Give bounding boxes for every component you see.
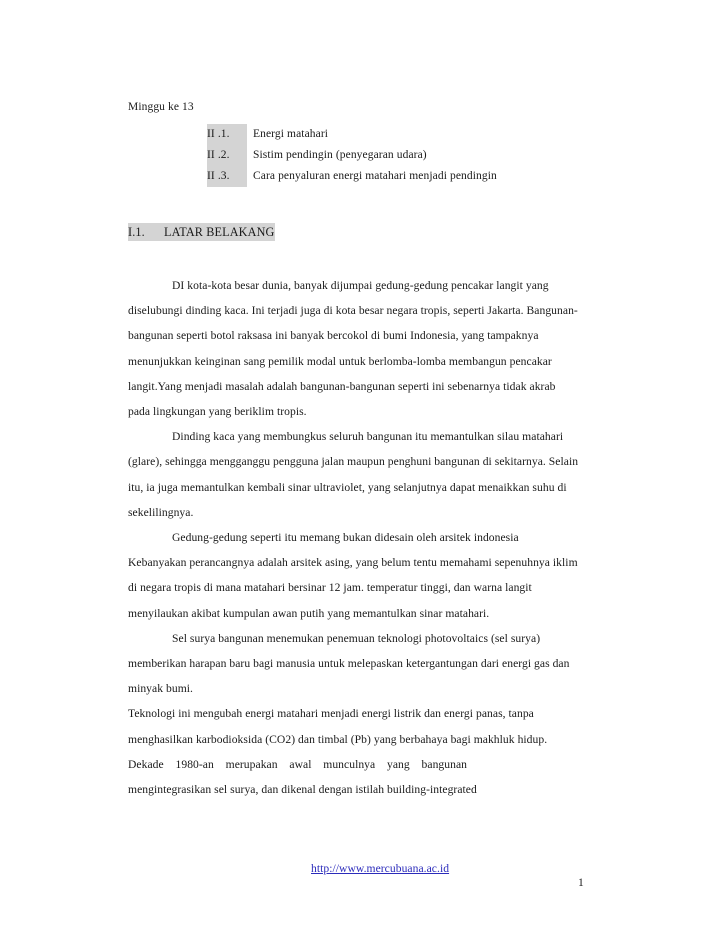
- footer-url-link[interactable]: http://www.mercubuana.ac.id: [311, 862, 450, 875]
- outline-item-number: II .3.: [207, 166, 247, 187]
- outline-item-label: Energi matahari: [253, 128, 329, 140]
- outline-list: [128, 124, 580, 187]
- outline-item: [128, 124, 580, 145]
- outline-item-label: Cara penyaluran energi matahari menjadi pendingin: [253, 170, 497, 182]
- body-paragraph: Teknologi ini mengubah energi matahari menjadi energi listrik dan energi panas, tanpa menghasilkan karbodioksida (CO2) dan timbal (Pb) yang berbahaya bagi makhluk hidup.: [128, 707, 548, 746]
- document-content: [128, 99, 580, 802]
- course-week-line: Minggu ke 13: [128, 101, 194, 113]
- outline-item-label: Sistim pendingin (penyegaran udara): [253, 149, 427, 161]
- outline-item: [128, 145, 580, 166]
- outline-item-number: II .2.: [207, 145, 247, 166]
- body-paragraph-justified-line2: mengintegrasikan sel surya, dan dikenal dengan istilah building-integrated: [128, 783, 477, 797]
- section-heading-wrapper: [128, 187, 580, 241]
- body-paragraph: Sel surya bangunan menemukan penemuan teknologi photovoltaics (sel surya) memberikan harapan baru bagi manusia untuk melepaskan ketergantungan dari energi gas dan minyak bumi.: [128, 631, 570, 696]
- outline-item-number: II .1.: [207, 124, 247, 145]
- body-paragraph: Dinding kaca yang membungkus seluruh bangunan itu memantulkan silau matahari (glare), sehingga mengganggu pengguna jalan maupun penghuni bangunan di sekitarnya. Selain itu, ia juga memantulkan kembali sinar ultraviolet, yang selanjutnya dapat menaikkan suhu di sekelilingnya.: [128, 430, 579, 519]
- body-paragraph: DI kota-kota besar dunia, banyak dijumpai gedung-gedung pencakar langit yang diselubungi dinding kaca. Ini terjadi juga di kota besar negara tropis, seperti Jakarta. Bangunan-bangunan seperti botol raksasa ini banyak bercokol di bumi Indonesia, yang tampaknya menunjukkan keinginan sang pemilik modal untuk berlomba-lomba membangun pencakar langit.Yang menjadi masalah adalah bangunan-bangunan seperti ini sebenarnya tidak akrab pada lingkungan yang beriklim tropis.: [128, 279, 578, 419]
- body-paragraph: Gedung-gedung seperti itu memang bukan didesain oleh arsitek indonesia Kebanyakan perancangnya adalah arsitek asing, yang belum tentu memahami sepenuhnya iklim di negara tropis di mana matahari bersinar 12 jam. temperatur tinggi, dan warna langit menyilaukan akibat kumpulan awan putih yang memantulkan sinar matahari.: [128, 531, 578, 620]
- section-heading: I.1. LATAR BELAKANG: [128, 225, 275, 239]
- outline-item: [128, 166, 580, 187]
- page-number: 1: [578, 876, 584, 889]
- body-paragraph-justified-line1: Dekade 1980-an merupakan awal munculnya yang bangunan: [128, 757, 468, 771]
